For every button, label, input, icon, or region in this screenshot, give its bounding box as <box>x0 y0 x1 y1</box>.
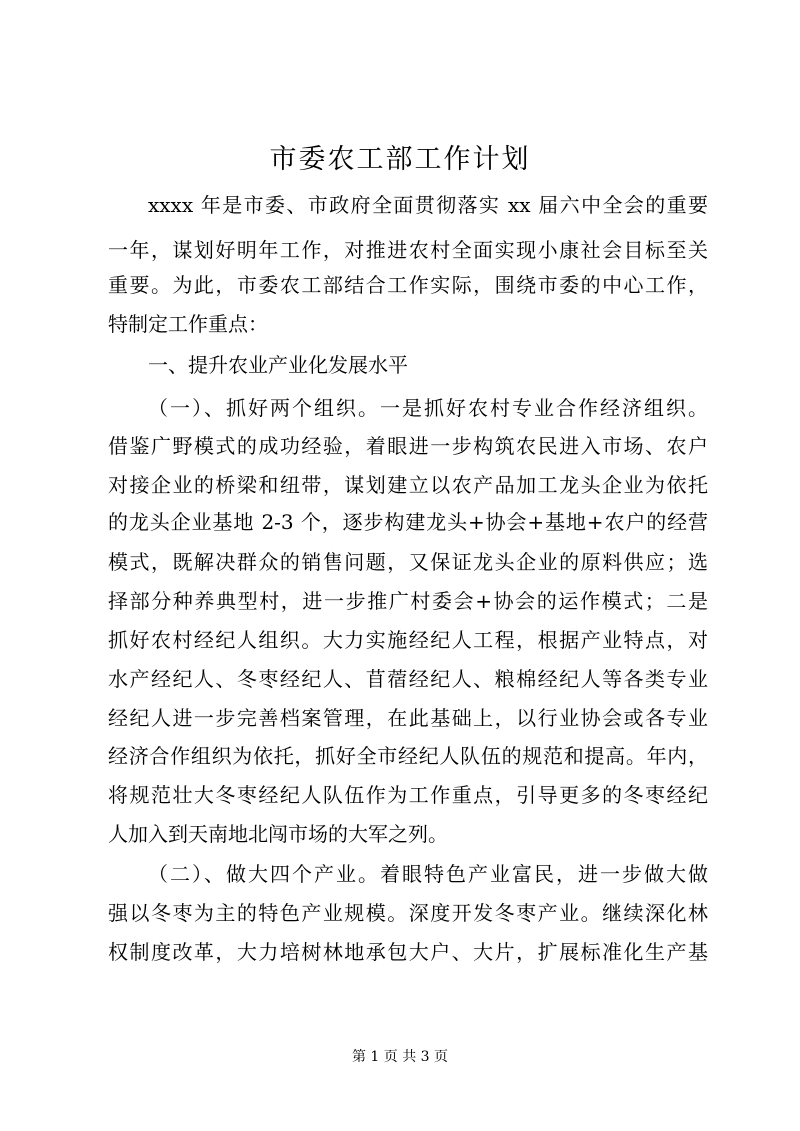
paragraph-line: 一年，谋划好明年工作，对推进农村全面实现小康社会目标至关 <box>108 238 708 262</box>
paragraph-line: 强以冬枣为主的特色产业规模。深度开发冬枣产业。继续深化林 <box>108 901 708 925</box>
paragraph-line: 择部分种养典型村，进一步推广村委会+协会的运作模式；二是 <box>108 589 708 613</box>
paragraph-line: 借鉴广野模式的成功经验，着眼进一步构筑农民进入市场、农户 <box>108 434 708 458</box>
paragraph-line: 人加入到天南地北闯市场的大军之列。 <box>108 822 448 846</box>
paragraph-line: 将规范壮大冬枣经纪人队伍作为工作重点，引导更多的冬枣经纪 <box>108 783 708 807</box>
section-heading: 一、提升农业产业化发展水平 <box>148 353 408 377</box>
page-footer: 第 1 页 共 3 页 <box>351 1049 449 1065</box>
paragraph-line: 水产经纪人、冬枣经纪人、苜蓿经纪人、粮棉经纪人等各类专业 <box>108 667 708 691</box>
paragraph-line: 权制度改革，大力培树林地承包大户、大片，扩展标准化生产基 <box>108 940 708 964</box>
document-title: 市委农工部工作计划 <box>269 144 531 175</box>
paragraph-line: 经纪人进一步完善档案管理，在此基础上，以行业协会或各专业 <box>108 706 708 730</box>
paragraph-line: 抓好农村经纪人组织。大力实施经纪人工程，根据产业特点，对 <box>108 628 708 652</box>
paragraph-line: 特制定工作重点： <box>108 312 268 336</box>
paragraph-line: 模式，既解决群众的销售问题，又保证龙头企业的原料供应；选 <box>108 550 708 574</box>
paragraph-line: 对接企业的桥梁和纽带，谋划建立以农产品加工龙头企业为依托 <box>108 473 708 497</box>
paragraph-line: （二）、做大四个产业。着眼特色产业富民，进一步做大做 <box>148 862 708 886</box>
paragraph-line: 经济合作组织为依托，抓好全市经纪人队伍的规范和提高。年内， <box>108 744 708 768</box>
paragraph-line: 重要。为此，市委农工部结合工作实际，围绕市委的中心工作， <box>108 273 708 297</box>
paragraph-line: 的龙头企业基地 2-3 个，逐步构建龙头+协会+基地+农户的经营 <box>108 510 708 534</box>
paragraph-line: xxxx 年是市委、市政府全面贯彻落实 xx 届六中全会的重要 <box>148 193 708 217</box>
paragraph-line: （一）、抓好两个组织。一是抓好农村专业合作经济组织。 <box>148 396 708 420</box>
